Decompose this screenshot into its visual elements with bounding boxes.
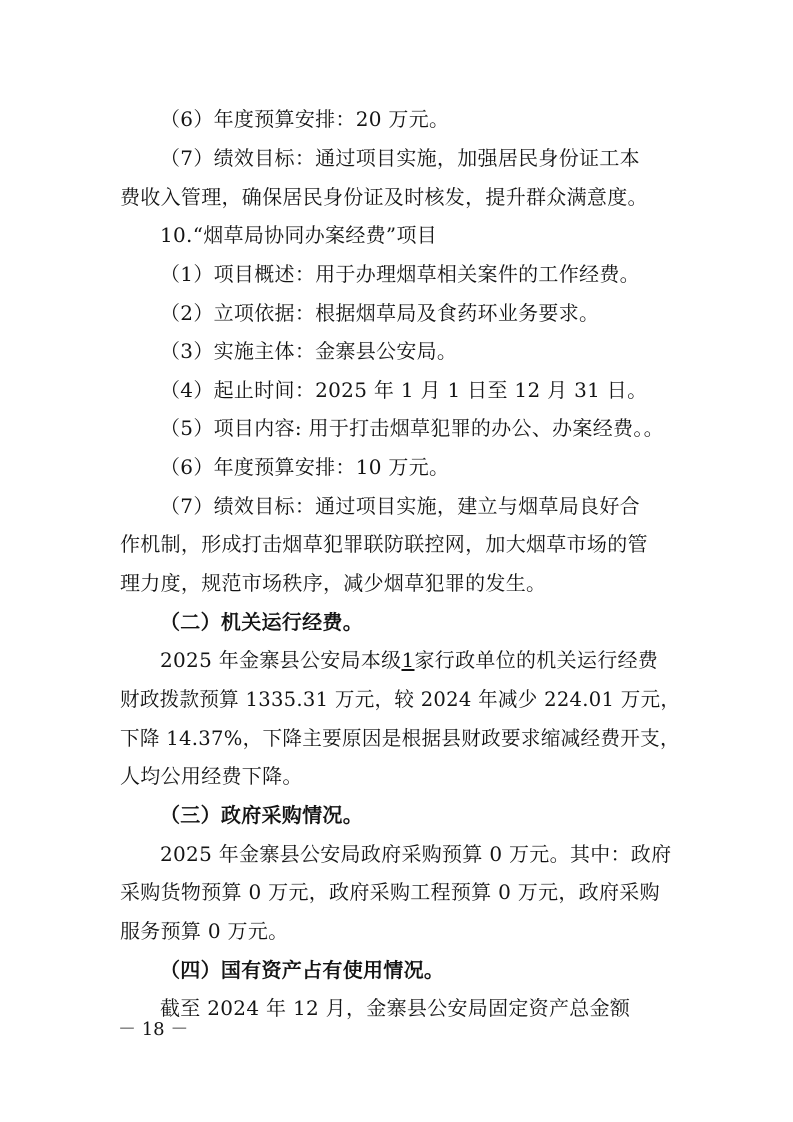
text-line: （3）实施主体：金寨县公安局。 (160, 339, 458, 363)
page-number: － 18 － (118, 1019, 189, 1040)
text-segment: 家行政单位的机关运行经费 (414, 648, 659, 672)
text-line: 服务预算 0 万元。 (120, 919, 289, 943)
text-line: （6）年度预算安排：10 万元。 (160, 455, 450, 479)
text-line: （6）年度预算安排：20 万元。 (160, 107, 450, 131)
text-line: （1）项目概述：用于办理烟草相关案件的工作经费。 (160, 262, 640, 286)
text-line: （2）立项依据：根据烟草局及食药环业务要求。 (160, 301, 600, 325)
text-line: （4）起止时间：2025 年 1 月 1 日至 12 月 31 日。 (160, 378, 648, 402)
text-line: （7）绩效目标：通过项目实施，建立与烟草局良好合 (160, 494, 640, 518)
text-line: 理力度，规范市场秩序，减少烟草犯罪的发生。 (120, 571, 547, 595)
text-line: 2025 年金寨县公安局政府采购预算 0 万元。其中：政府 (160, 842, 672, 866)
underlined-number: 1 (401, 648, 415, 672)
text-line: （7）绩效目标：通过项目实施，加强居民身份证工本 (160, 146, 640, 170)
text-line: 作机制，形成打击烟草犯罪联防联控网，加大烟草市场的管 (120, 532, 648, 556)
section-heading-assets: （四）国有资产占有使用情况。 (160, 958, 445, 982)
text-line: 截至 2024 年 12 月，金寨县公安局固定资产总金额 (160, 996, 631, 1020)
text-line (160, 648, 658, 672)
text-line: 费收入管理，确保居民身份证及时核发，提升群众满意度。 (120, 185, 648, 209)
text-segment: 2025 年金寨县公安局本级 (160, 648, 402, 672)
section-heading-procurement: （三）政府采购情况。 (160, 803, 363, 827)
text-line: （5）项目内容: 用于打击烟草犯罪的办公、办案经费。。 (160, 416, 664, 440)
section-heading-operating-funds: （二）机关运行经费。 (160, 610, 363, 634)
text-line: 人均公用经费下降。 (120, 764, 303, 788)
text-line: 采购货物预算 0 万元，政府采购工程预算 0 万元，政府采购 (120, 880, 660, 904)
section-heading: 10.“烟草局协同办案经费”项目 (160, 223, 438, 247)
text-line: 财政拨款预算 1335.31 万元，较 2024 年减少 224.01 万元， (120, 687, 681, 711)
text-line: 下降 14.37%，下降主要原因是根据县财政要求缩减经费开支， (120, 726, 680, 750)
